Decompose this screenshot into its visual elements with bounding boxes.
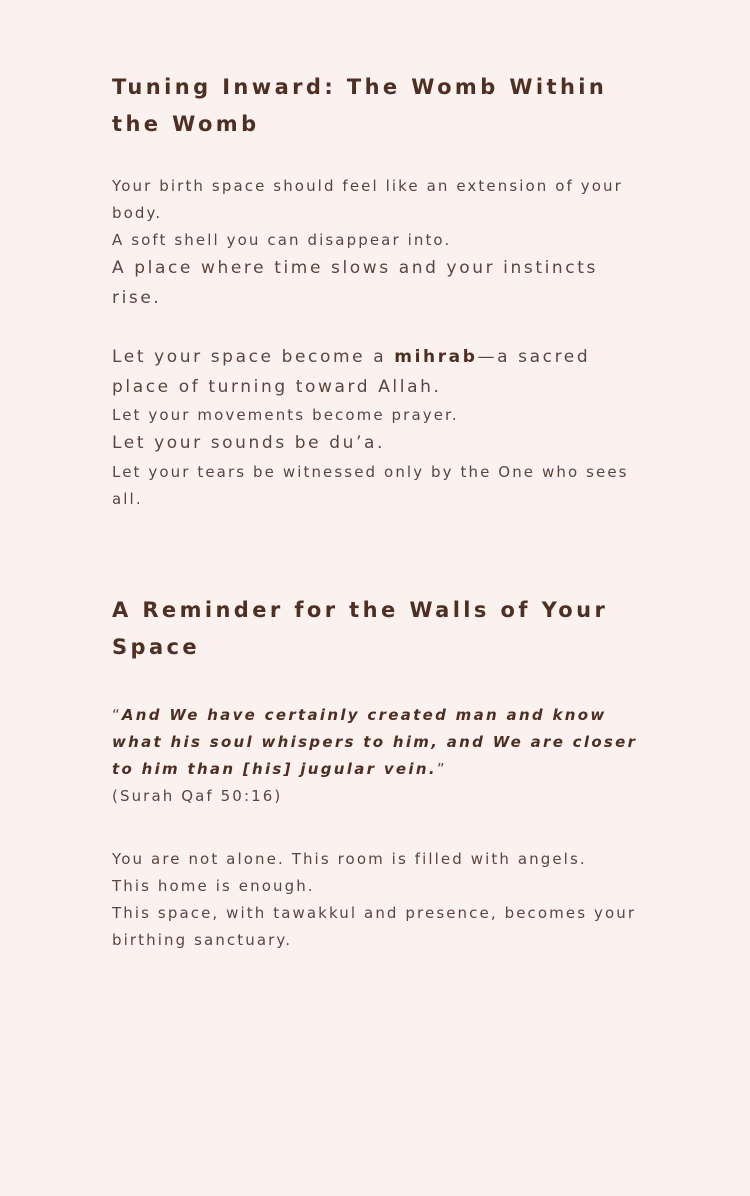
section-heading-reminder: A Reminder for the Walls of Your Space	[112, 598, 609, 659]
mihrab-paragraph	[112, 343, 642, 513]
text-line: A soft shell you can disappear into.	[112, 231, 452, 249]
verse-text: And We have certainly created man and know what his soul whispers to him, and We are closer to him than [his] jugular vein.	[112, 706, 638, 778]
text-line: Let your movements become prayer.	[112, 406, 459, 424]
text-line: Your birth space should feel like an extension of your body.	[112, 177, 623, 222]
not-alone-paragraph	[112, 846, 642, 954]
birth-space-paragraph	[112, 173, 642, 313]
open-quote-mark: “	[112, 706, 122, 724]
text-line: A place where time slows and your instincts rise.	[112, 258, 598, 308]
text-line: This space, with tawakkul and presence, becomes your birthing sanctuary.	[112, 904, 637, 949]
section-heading-tuning-inward: Tuning Inward: The Womb Within the Womb	[112, 75, 608, 136]
text-fragment: Let your space become a	[112, 347, 395, 367]
quote-text	[112, 702, 642, 783]
quran-quote-block	[112, 702, 642, 810]
text-line: You are not alone. This room is filled with angels.	[112, 850, 587, 868]
verse-citation: (Surah Qaf 50:16)	[112, 787, 283, 805]
text-line: This home is enough.	[112, 877, 315, 895]
text-line: Let your tears be witnessed only by the One who sees all.	[112, 462, 629, 508]
text-line	[112, 343, 642, 402]
text-fragment: —a sacred place of turning toward Allah.	[112, 347, 591, 397]
close-quote-mark: ”	[436, 760, 447, 778]
text-line: Let your sounds be du’a.	[112, 433, 386, 453]
mihrab-emphasis: mihrab	[394, 347, 478, 367]
